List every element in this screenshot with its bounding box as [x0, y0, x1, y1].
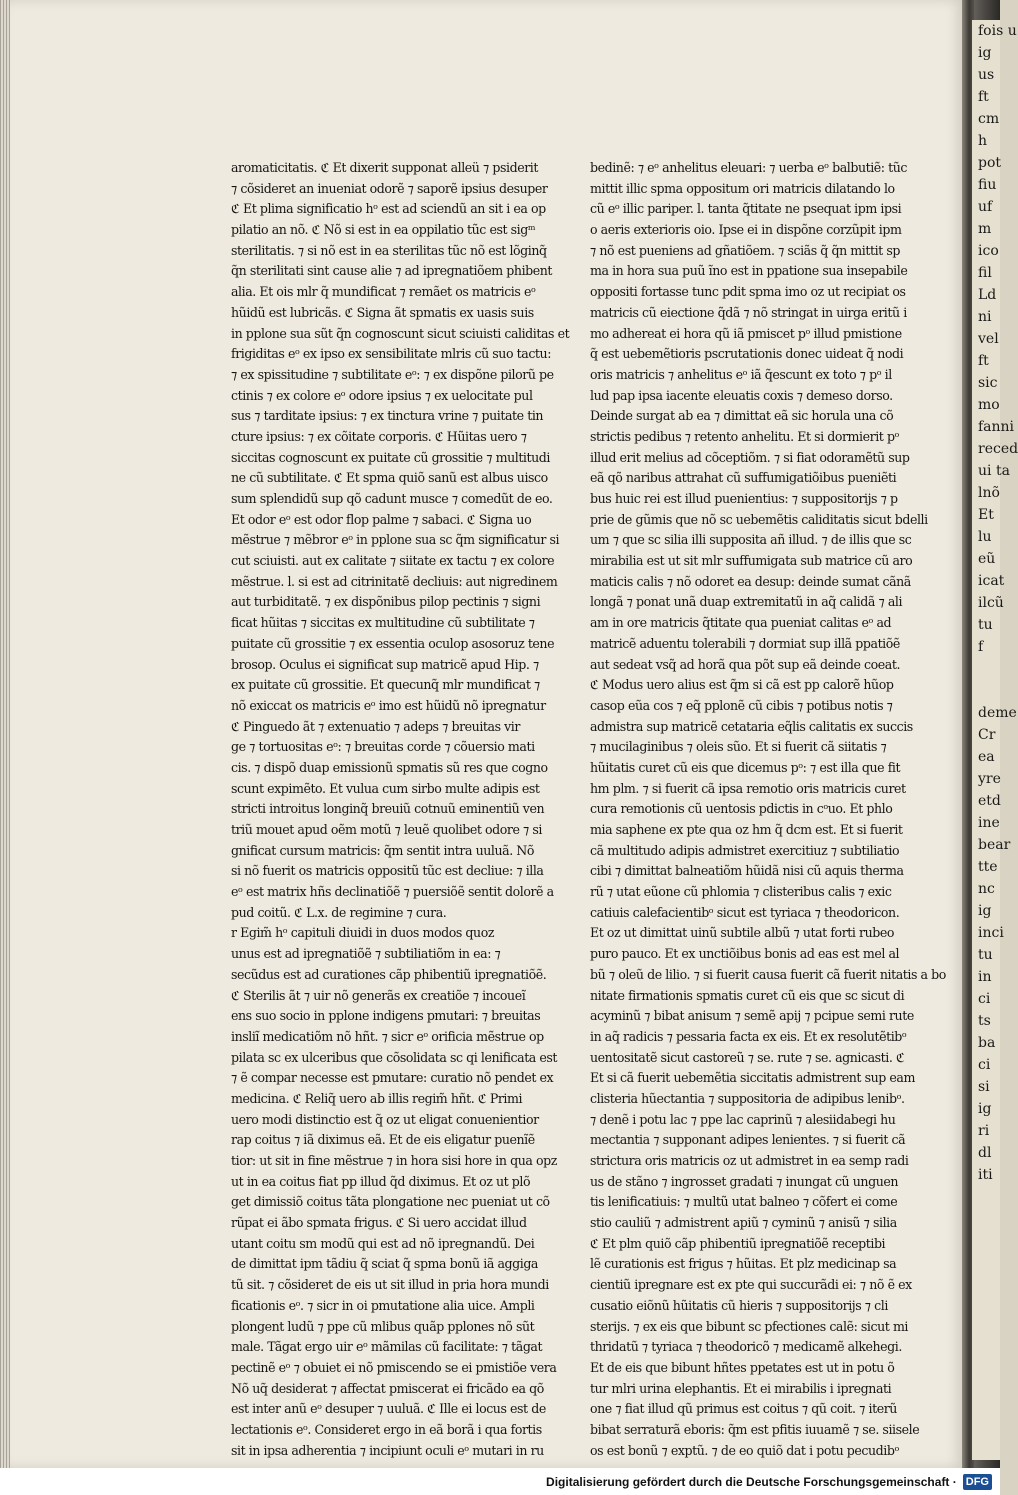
- text-line: insliĩ medicatiõm nõ hñt. ⁊ sicr eᵒ orificia mẽstrue op: [231, 1028, 544, 1044]
- text-line: ℭ Pinguedo ãt ⁊ extenuatio ⁊ adeps ⁊ breuitas vir: [231, 718, 520, 734]
- text-line: Et si cã fuerit uebemẽtia siccitatis admistrent sup eam: [590, 1070, 915, 1086]
- facing-text-fragment: ea: [978, 749, 995, 765]
- text-line: tior: ut sit in fine mẽstrue ⁊ in hora sisi hore in qua opz: [231, 1153, 557, 1168]
- text-line: cientiũ ipregnare est ex pte qui succurãdi ei: ⁊ nõ ẽ ex: [590, 1277, 912, 1293]
- text-line: mirabilia est ut sit mlr suffumigata sub matrice cũ aro: [590, 553, 913, 569]
- text-line: Et oz ut dimittat uinũ subtile albũ ⁊ utat forti rubeo: [590, 925, 894, 941]
- text-line: ⁊ nõ est pueniens ad gñatiõem. ⁊ sciãs q̃ q̃n mittit sp: [590, 242, 900, 258]
- facing-text-fragment: ig: [978, 1101, 992, 1117]
- text-line: rũpat ei ãbo spmata frigus. ℭ Si uero accidat illud: [231, 1215, 527, 1231]
- text-line: scunt expimẽto. Et vulua cum sirbo multe adipis est: [231, 780, 540, 796]
- text-line: ma in hora sua puũ ĩno est in ppatione sua insepabile: [590, 263, 908, 279]
- text-line: mẽstrue. l. si est ad citrinitatẽ decliuis: aut nigredinem: [231, 573, 558, 589]
- right-text-column: [590, 158, 946, 1461]
- text-line: plongent ludũ ⁊ ppe cũ mlibus quãp pplones nõ sũt: [231, 1318, 535, 1334]
- text-line: longã ⁊ ponat unã duap extremitatũ in aq̃ calidã ⁊ ali: [590, 594, 903, 610]
- text-line: ut in ea coitus fiat pp illud q̃d diximus. Et oz ut plõ: [231, 1173, 531, 1189]
- text-line: rap coitus ⁊ iã diximus eã. Et de eis eligatur puenĩẽ: [231, 1132, 535, 1148]
- text-line: hũitatis curet cũ eis que dicemus pᵒ: ⁊ est illa que fit: [590, 759, 901, 775]
- facing-text-fragment: ci: [978, 991, 991, 1007]
- text-line: medicina. ℭ Reliq̃ uero ab illis regim̃ hñt. ℭ Primi: [231, 1090, 523, 1106]
- text-line: ens suo socio in pplone indigens pmutari: ⁊ breuitas: [231, 1008, 541, 1024]
- facing-text-fragment: ci: [978, 1057, 991, 1073]
- facing-text-fragment: ri: [978, 1123, 990, 1139]
- text-line: uero modi distinctio est q̃ oz ut eligat conuenientior: [231, 1111, 539, 1127]
- footer-credit: Digitalisierung gefördert durch die Deutsche Forschungsgemeinschaft ·: [546, 1474, 957, 1489]
- text-line: ℭ Et plm quiõ cãp phibentiũ ipregnatiõẽ receptibi: [590, 1235, 886, 1251]
- text-line: pud coitũ. ℭ L.x. de regimine ⁊ cura.: [231, 904, 447, 920]
- text-line: lud pap ipsa iacente eleuatis coxis ⁊ demeso dorso.: [590, 387, 893, 403]
- left-text-column: [231, 158, 570, 1461]
- text-line: mo adhereat ei hora qũ iã pmiscet pᵒ illud pmistione: [590, 325, 902, 341]
- facing-text-fragment: ig: [978, 903, 992, 919]
- text-line: oris matricis ⁊ anhelitus eᵒ iã q̃escunt ex toto ⁊ pᵒ il: [590, 366, 892, 382]
- text-line: eᵒ est matrix hñs declinatiõẽ ⁊ puersiõẽ sentit dolorẽ a: [231, 884, 554, 900]
- text-line: hm plm. ⁊ si fuerit cã ipsa remotio oris matricis curet: [590, 780, 906, 796]
- text-line: stio cauliũ ⁊ admistrent apiũ ⁊ cyminũ ⁊ anisũ ⁊ silia: [590, 1215, 897, 1231]
- text-line: hũidũ est lubricãs. ℭ Signa ãt spmatis ex uasis suis: [231, 304, 534, 320]
- text-line: ⁊ mucilaginibus ⁊ oleis sũo. Et si fuerit cã siitatis ⁊: [590, 739, 887, 755]
- text-line: cũ eᵒ illic pariper. l. tanta q̃titate ne psequat ipm ipsi: [590, 201, 902, 217]
- text-line: bedinẽ: ⁊ eᵒ anhelitus eleuari: ⁊ uerba eᵒ balbutiẽ: tũc: [590, 160, 908, 175]
- text-line: oppositi fortasse tunc pdit spma imo oz ut recipiat os: [590, 284, 906, 300]
- text-line: admistra sup matricẽ cetataria eq̃lis calitatis ex succis: [590, 718, 913, 734]
- facing-text-fragment: [972, 680, 1000, 702]
- digitization-footer: [0, 1468, 1000, 1495]
- text-line: matricẽ aduentu tolerabili ⁊ dormiat sup illã ppatiõẽ: [590, 635, 900, 651]
- text-line: ⁊ denẽ i potu lac ⁊ ppe lac caprinũ ⁊ alesiidabegi hu: [590, 1111, 896, 1127]
- text-line: pilatio an nõ. ℭ Nõ si est in ea oppilatio tũc est sigᵐ: [231, 222, 536, 238]
- facing-text-fragment: deme: [978, 705, 1017, 721]
- facing-text-fragment: ine: [978, 815, 1000, 831]
- facing-text-fragment: ts: [978, 1013, 991, 1029]
- facing-text-fragment: ig: [978, 45, 992, 61]
- dfg-logo: DFG: [963, 1474, 992, 1490]
- facing-text-fragment: Et: [978, 507, 994, 523]
- text-line: ℭ Et plima significatio hᵒ est ad sciendũ an sit i ea op: [231, 201, 546, 217]
- text-line: clisteria hũectantia ⁊ suppositoria de adipibus lenibᵒ.: [590, 1090, 905, 1106]
- text-line: unus est ad ipregnatiõẽ ⁊ subtiliatiõm in ea: ⁊: [231, 946, 501, 962]
- facing-text-fragment: lnõ: [978, 485, 1000, 501]
- text-line: os est bonũ ⁊ exptũ. ⁊ de eo quiõ dat i potu pecudibᵒ: [590, 1442, 899, 1458]
- text-line: gnificat cursum matricis: q̃m sentit intra uuluã. Nõ: [231, 842, 535, 858]
- text-line: ⁊ ẽ compar necesse est pmutare: curatio nõ pendet ex: [231, 1070, 554, 1086]
- facing-text-fragment: iti: [978, 1167, 993, 1183]
- text-line: siccitas cognoscunt ex puitate cũ grossitie ⁊ multitudi: [231, 449, 550, 465]
- facing-text-fragment: uf: [978, 199, 993, 215]
- facing-text-fragment: reced: [978, 441, 1018, 457]
- text-line: ex puitate cũ grossitie. Et quecunq̃ mlr mundificat ⁊: [231, 677, 540, 693]
- text-line: lẽ curationis est frigus ⁊ hũitas. Et plz medicinap sa: [590, 1256, 897, 1272]
- text-line: sus ⁊ tarditate ipsius: ⁊ ex tinctura vrine ⁊ puitate tin: [231, 408, 544, 424]
- text-line: pilata sc ex ulceribus que cõsolidata sc qi lenificata est: [231, 1049, 558, 1065]
- text-line: ficat hũitas ⁊ siccitas ex multitudine cũ subtilitate ⁊: [231, 615, 535, 631]
- text-line: utant coitu sm modũ qui est ad nõ ipregnandũ. Dei: [231, 1235, 535, 1251]
- text-line: cut sciuisti. aut ex calitate ⁊ siitate ex tactu ⁊ ex colore: [231, 553, 555, 569]
- text-line: stricti introitus longinq̃ breuiũ cotnuũ eminentiũ ven: [231, 801, 545, 817]
- facing-text-fragment: nc: [978, 881, 995, 897]
- facing-text-fragment: ft: [978, 89, 989, 105]
- text-line: one ⁊ fiat illud qũ primus est coitus ⁊ qũ coit. ⁊ iterũ: [590, 1401, 897, 1417]
- text-line: rũ ⁊ utat eũone cũ phlomia ⁊ clisteribus calis ⁊ exic: [590, 884, 892, 900]
- text-line: sterijs. ⁊ ex eis que bibunt sc pfectiones calẽ: sicut mi: [590, 1318, 909, 1334]
- text-line: tũ sit. ⁊ cõsideret de eis ut sit illud in pria hora mundi: [231, 1277, 549, 1293]
- text-line: cis. ⁊ dispõ duap emissionũ spmatis sũ res que cogno: [231, 759, 548, 775]
- facing-text-fragment: h: [978, 133, 988, 149]
- text-line: puro pauco. Et ex unctiõibus bonis ad eas est mel al: [590, 946, 900, 962]
- facing-text-fragment: [972, 658, 1000, 680]
- facing-text-fragment: in: [978, 969, 992, 985]
- text-line: mectantia ⁊ supponant adipes lenientes. ⁊ si fuerit cã: [590, 1132, 906, 1148]
- facing-text-fragment: fiu: [978, 177, 997, 193]
- text-line: thridatũ ⁊ tyriaca ⁊ theodoricõ ⁊ medicamẽ alkehegi.: [590, 1339, 902, 1355]
- text-line: ctinis ⁊ ex colore eᵒ odore ipsius ⁊ ex uelocitate pul: [231, 387, 533, 403]
- facing-text-fragment: lu: [978, 529, 992, 545]
- facing-text-fragment: ni: [978, 309, 992, 325]
- facing-text-fragment: fil: [978, 265, 992, 281]
- text-line: q̃n sterilitati sint cause alie ⁊ ad ipregnatiõem phibent: [231, 263, 553, 279]
- facing-text-fragment: tte: [978, 859, 998, 875]
- text-line: in pplone sua sũt q̃n cognoscunt sicut sciuisti caliditas et: [231, 325, 570, 341]
- facing-text-fragment: ba: [978, 1035, 996, 1051]
- text-line: illud erit melius ad cõceptiõm. ⁊ si fiat odoramẽtũ sup: [590, 449, 910, 465]
- facing-text-fragment: mo: [978, 397, 1000, 413]
- text-line: ℭ Sterilis ãt ⁊ uir nõ generãs ex creatiõe ⁊ incoueĩ: [231, 987, 526, 1003]
- text-line: ficationis eᵒ. ⁊ sicr in oi pmutatione alia uice. Ampli: [231, 1297, 535, 1313]
- text-line: Et de eis que bibunt hñtes ppetates est ut in potu õ: [590, 1359, 895, 1375]
- text-line: lectationis eᵒ. Consideret ergo in eã borã i qua fortis: [231, 1421, 542, 1437]
- text-line: Et odor eᵒ est odor flop palme ⁊ sabaci. ℭ Signa uo: [231, 511, 532, 527]
- text-line: o aeris exterioris oio. Ipse ei in dispõne corzũpit ipm: [590, 222, 902, 238]
- text-line: sit in ipsa adherentia ⁊ incipiunt oculi eᵒ mutari in ru: [231, 1442, 544, 1458]
- facing-text-fragment: cm: [978, 111, 1000, 127]
- text-line: aromaticitatis. ℭ Et dixerit supponat alleü ⁊ psiderit: [231, 160, 538, 175]
- text-line: nõ exiccat os matricis eᵒ imo est hũidũ nõ ipregnatur: [231, 697, 546, 713]
- facing-text-fragment: icat: [978, 573, 1005, 589]
- text-line: de dimittat ipm tãdiu q̃ sciat q̃ spma bonũ iã aggiga: [231, 1256, 538, 1272]
- facing-text-fragment: eũ: [978, 551, 996, 567]
- text-line: us de stãno ⁊ ingrosset gradati ⁊ inungat cũ unguen: [590, 1173, 899, 1189]
- facing-text-fragment: fois u: [978, 23, 1017, 39]
- facing-text-fragment: ft: [978, 353, 989, 369]
- text-line: aut sedeat vsq̃ ad horã qua põt sup eã deinde coeat.: [590, 656, 901, 672]
- text-line: mia saphene ex pte qua oz hm q̃ dcm est. Et si fuerit: [590, 822, 903, 837]
- text-line: secũdus est ad curationes cãp phibentiũ ipregnatiõẽ.: [231, 966, 547, 982]
- text-line: catiuis calefacientibᵒ sicut est tyriaca ⁊ theodoricon.: [590, 904, 900, 920]
- facing-text-fragment: bear: [978, 837, 1011, 853]
- text-line: get dimissiõ coitus tãta plongatione nec pueniat ut cõ: [231, 1194, 550, 1210]
- text-line: brosop. Oculus ei significat sup matricẽ apud Hip. ⁊: [231, 656, 539, 672]
- facing-text-fragment: m: [978, 221, 992, 237]
- facing-text-fragment: inci: [978, 925, 1004, 941]
- text-line: q̃ est uebemẽtioris pscrutationis donec uideat q̃ nodi: [590, 346, 904, 362]
- facing-text-fragment: ilcũ: [978, 595, 1004, 611]
- text-line: cture ipsius: ⁊ ex cõitate corporis. ℭ Hũitas uero ⁊: [231, 428, 527, 444]
- text-line: maticis calis ⁊ nõ odoret ea desup: deinde sumat cãnã: [590, 573, 911, 589]
- facing-text-fragment: etd: [978, 793, 1001, 809]
- text-line: ⁊ ex spissitudine ⁊ subtilitate eᵒ: ⁊ ex dispõne pilorũ pe: [231, 366, 554, 382]
- text-line: am in ore matricis q̃titate qua pueniat calitas eᵒ ad: [590, 615, 892, 631]
- text-line: mẽstrue ⁊ mẽbror eᵒ in pplone sua sc q̃m significatur si: [231, 532, 560, 548]
- facing-text-fragment: pot: [978, 155, 1002, 171]
- text-line: in aq̃ radicis ⁊ pessaria facta ex eis. Et ex resolutẽtibᵒ: [590, 1028, 907, 1044]
- text-line: ⁊ cõsideret an inueniat odorẽ ⁊ saporẽ ipsius desuper: [231, 180, 548, 196]
- facing-page-edge: [972, 20, 1018, 1460]
- facing-text-fragment: Cr: [978, 727, 996, 743]
- text-line: bus huic rei est illud puenientius: ⁊ suppositorijs ⁊ p: [590, 491, 898, 506]
- text-line: acyminũ ⁊ bibat anisum ⁊ semẽ apij ⁊ pcipue semi rute: [590, 1008, 914, 1024]
- facing-text-fragment: si: [978, 1079, 990, 1095]
- text-line: frigiditas eᵒ ex ipso ex sensibilitate mlris cũ suo tactu:: [231, 346, 551, 362]
- text-line: tis lenificatiuis: ⁊ multũ utat balneo ⁊ cõfert ei come: [590, 1194, 898, 1210]
- text-line: alia. Et ois mlr q̃ mundificat ⁊ remãet os matricis eᵒ: [231, 284, 536, 300]
- text-line: si nõ fuerit os matricis oppositũ tũc est decliue: ⁊ illa: [231, 863, 544, 879]
- text-line: casop eũa cos ⁊ eq̃ pplonẽ cũ cibis ⁊ potibus notis ⁊: [590, 697, 893, 713]
- text-line: eã qõ naribus attrahat cũ suffumigatiõibus pueniẽti: [590, 470, 897, 486]
- text-line: ne cũ subtilitate. ℭ Et spma quiõ sanũ est albus uisco: [231, 470, 548, 486]
- text-line: cusatio eiõnũ hũitatis cũ hieris ⁊ suppositorijs ⁊ cli: [590, 1297, 888, 1313]
- text-line: aut turbiditatẽ. ⁊ ex dispõnibus pilop pectinis ⁊ signi: [231, 594, 541, 610]
- text-line: est inter anũ eᵒ desuper ⁊ uuluã. ℭ Ille ei locus est de: [231, 1401, 546, 1417]
- page-stack-edge: [0, 0, 10, 1468]
- text-line: Deinde surgat ab ea ⁊ dimittat eã sic horula una cõ: [590, 408, 894, 424]
- text-line: bũ ⁊ oleũ de lilio. ⁊ si fuerit causa fuerit cã fuerit nitatis a bo: [590, 966, 946, 982]
- facing-text-fragment: dl: [978, 1145, 992, 1161]
- text-line: pectinẽ eᵒ ⁊ obuiet ei nõ pmiscendo se ei pmistiõe vera: [231, 1359, 557, 1375]
- text-line: ge ⁊ tortuositas eᵒ: ⁊ breuitas corde ⁊ cõuersio mati: [231, 739, 535, 755]
- text-line: puitate cũ grossitie ⁊ ex essentia oculop asosoruz tene: [231, 635, 555, 651]
- facing-text-fragment: sic: [978, 375, 998, 391]
- text-line: Nõ uq̃ desiderat ⁊ affectat pmiscerat ei fricãdo ea qõ: [231, 1380, 544, 1396]
- facing-text-fragment: fanni: [978, 419, 1015, 435]
- text-line: cã multitudo adipis admistret exercitiuz ⁊ subtiliatio: [590, 842, 900, 858]
- text-line: strictis pedibus ⁊ retento anhelitu. Et si dormierit pᵒ: [590, 428, 899, 444]
- facing-text-fragment: vel: [978, 331, 999, 347]
- text-line: nitate firmationis spmatis curet cũ eis que sc sicut di: [590, 987, 905, 1003]
- text-line: cura remotionis cũ uentosis pdictis in cᵒuo. Et phlo: [590, 801, 893, 817]
- text-line: r Egim̃ hᵒ capituli diuidi in duos modos quoz: [231, 925, 495, 941]
- text-line: bibat serraturã eboris: q̃m est pfitis iuuamẽ ⁊ se. siisele: [590, 1421, 920, 1437]
- text-line: prie de gũmis que nõ sc uebemẽtis caliditatis sicut bdelli: [590, 511, 928, 527]
- text-line: ℭ Modus uero alius est q̃m si cã est pp calorẽ hũop: [590, 677, 894, 693]
- text-line: mittit illic spma oppositum ori matricis dilatando lo: [590, 180, 895, 196]
- text-line: tur mlri urina elephantis. Et ei mirabilis i ipregnati: [590, 1380, 892, 1396]
- text-line: cibi ⁊ dimittat balneatiõm hũidã nisi cũ aquis therma: [590, 863, 904, 879]
- text-line: um ⁊ que sc silia illi supposita añ illud. ⁊ de illis que sc: [590, 532, 912, 548]
- text-line: male. Tãgat ergo uir eᵒ mãmilas cũ facilitate: ⁊ tãgat: [231, 1339, 543, 1355]
- text-line: uentositatẽ sicut castoreũ ⁊ se. rute ⁊ se. agnicasti. ℭ: [590, 1049, 905, 1065]
- text-line: triũ mouet apud oẽm motũ ⁊ leuẽ quolibet odore ⁊ si: [231, 822, 543, 837]
- facing-text-fragment: tu: [978, 947, 993, 963]
- facing-text-fragment: Ld: [978, 287, 997, 303]
- facing-text-fragment: tu: [978, 617, 993, 633]
- facing-text-fragment: ico: [978, 243, 999, 259]
- text-line: sum splendidũ sup qõ cadunt musce ⁊ comedũt de eo.: [231, 491, 553, 506]
- text-line: matricis cũ eiectione q̃dã ⁊ nõ stringat in uirga eritũ i: [590, 304, 907, 320]
- facing-text-fragment: us: [978, 67, 995, 83]
- facing-text-fragment: ui ta: [978, 463, 1010, 479]
- text-line: sterilitatis. ⁊ si nõ est in ea sterilitas tũc nõ est lõginq̃: [231, 242, 547, 258]
- facing-text-fragment: f: [978, 639, 984, 655]
- facing-text-fragment: yre: [978, 771, 1001, 787]
- text-line: strictura oris matricis oz ut admistret in ea semp radi: [590, 1153, 909, 1168]
